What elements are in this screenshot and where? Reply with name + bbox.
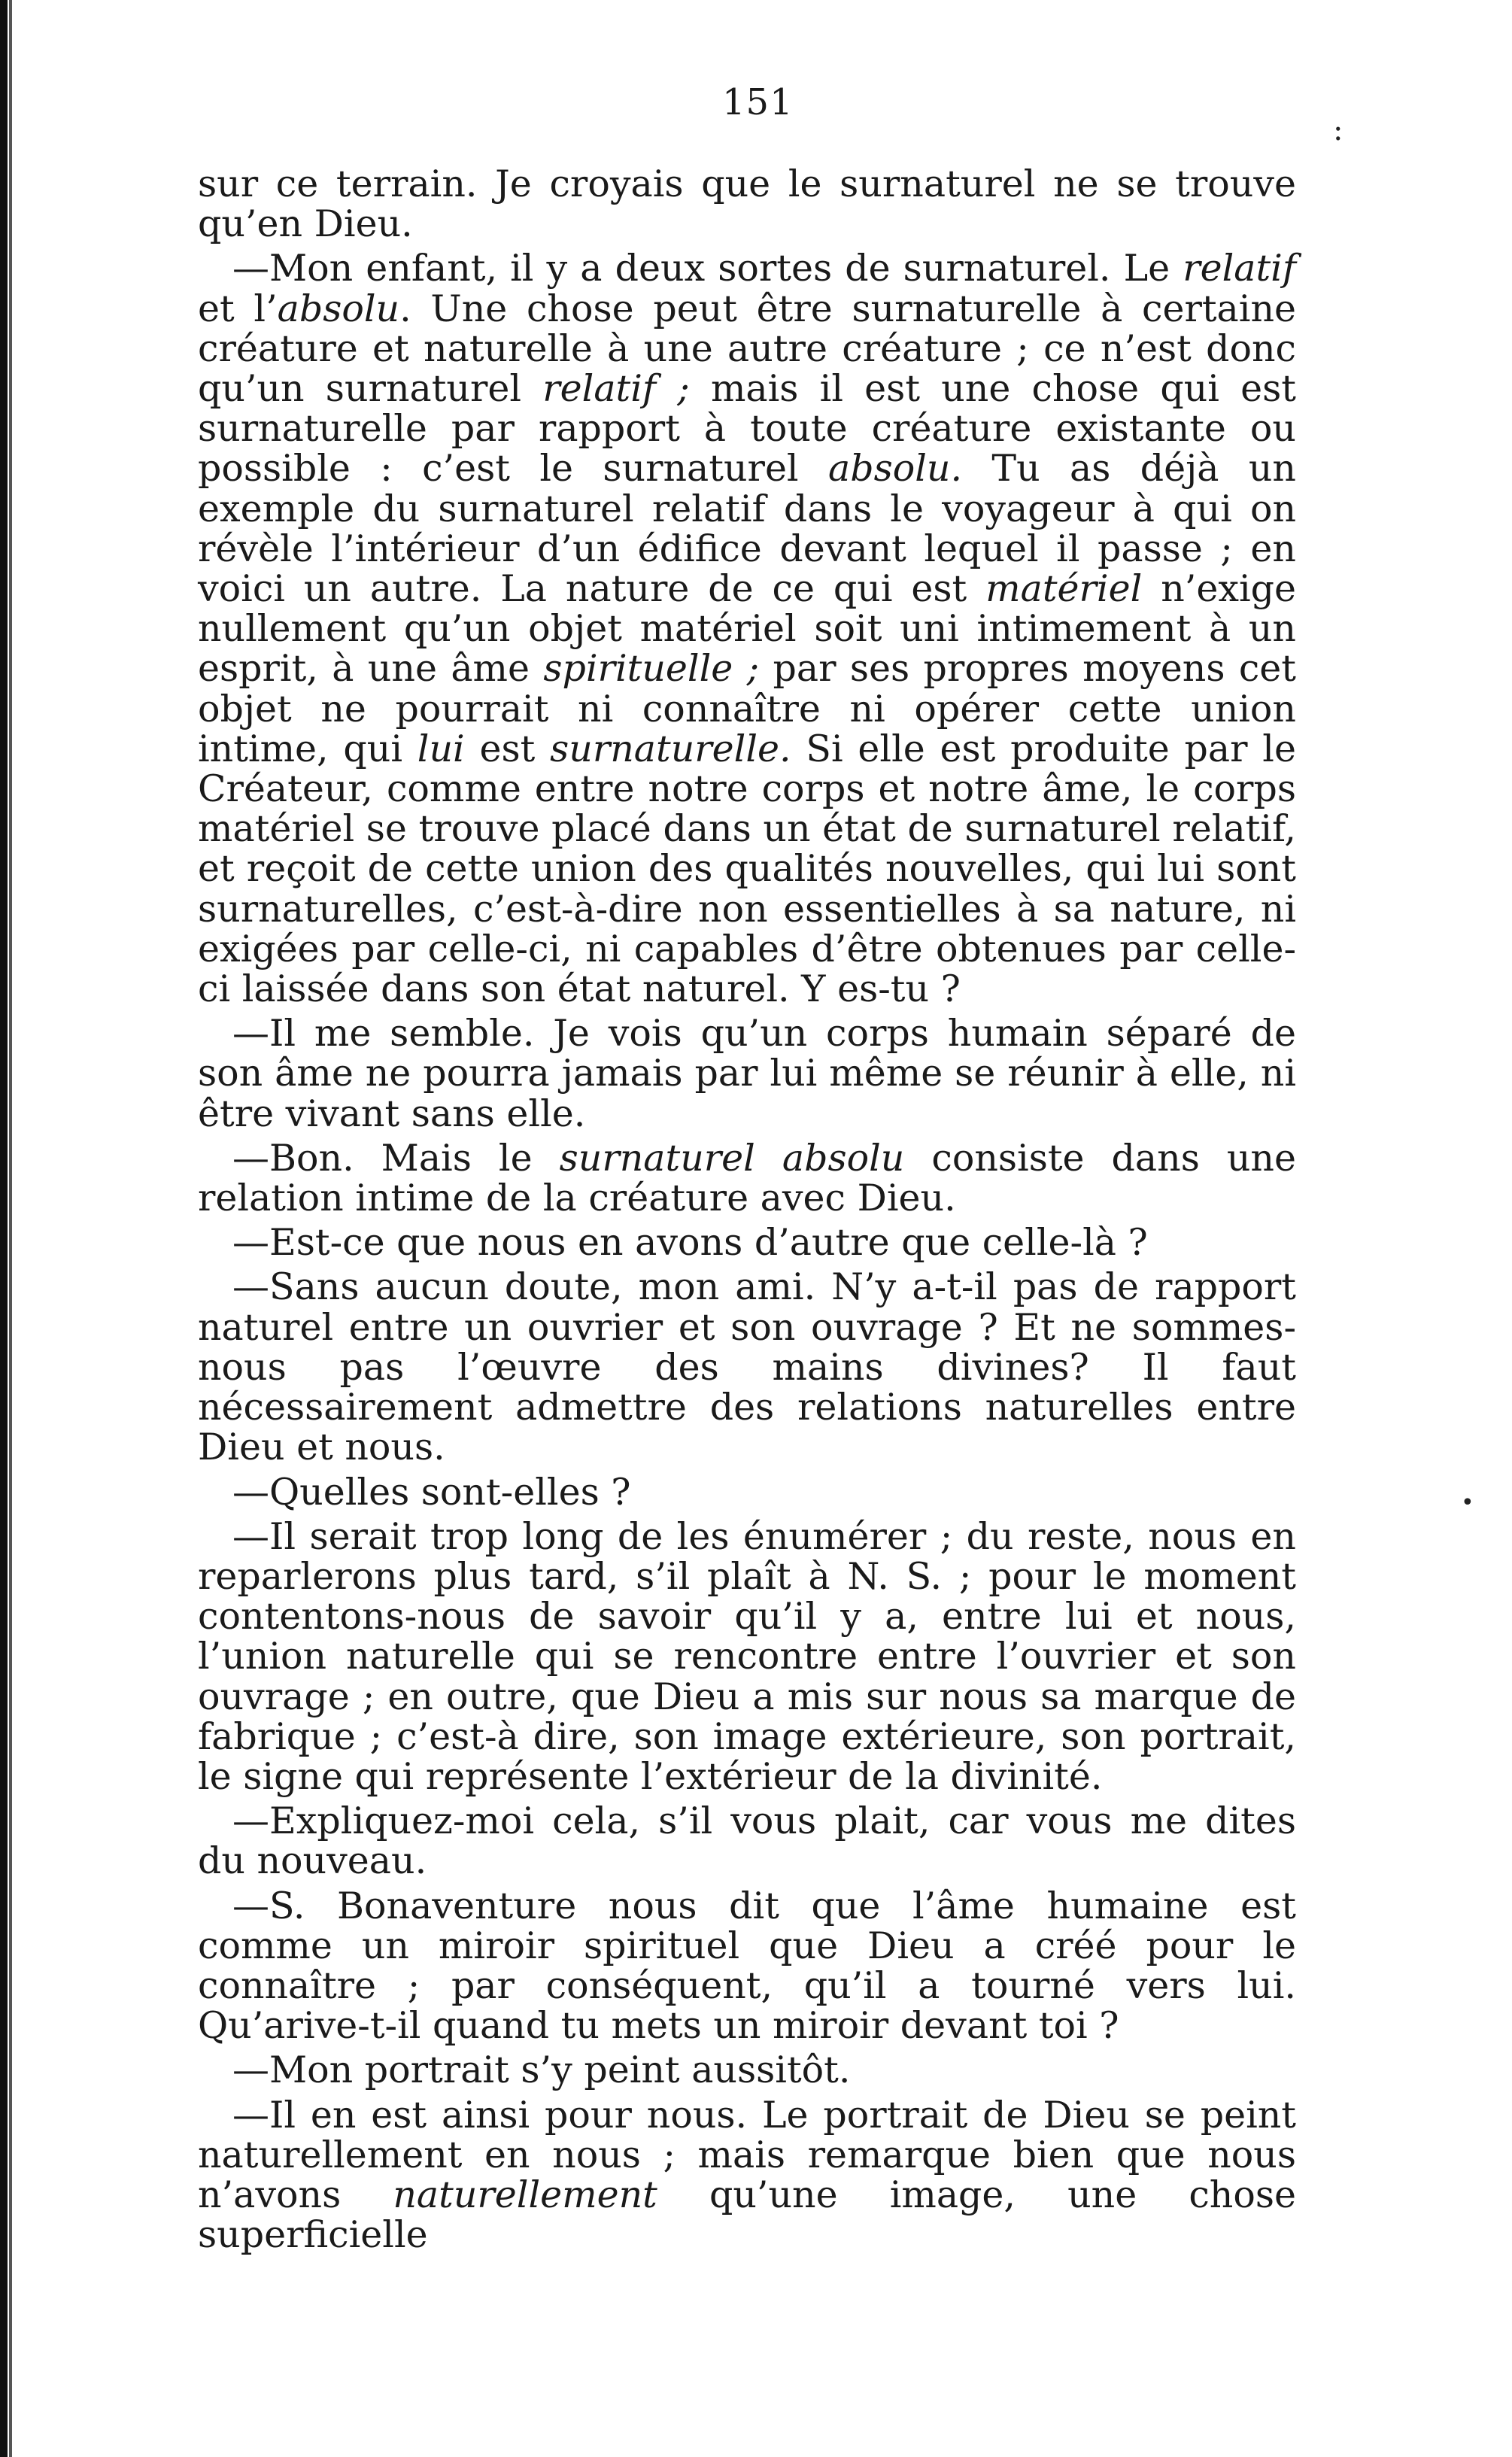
- italic-text: surnaturel absolu: [559, 1136, 905, 1180]
- italic-text: absolu.: [827, 447, 963, 490]
- paragraph: [198, 1221, 1296, 1265]
- body-text: [198, 164, 1296, 2259]
- italic-text: absolu: [277, 287, 400, 330]
- text-run: —Expliquez-moi cela, s’il vous plait, car vous me dites du nouveau.: [198, 1799, 1296, 1883]
- text-run: mais il est une chose qui est surnaturelle par rapport à toute créature existante ou possible : c’est le surnaturel: [198, 367, 1296, 490]
- paragraph: [198, 1472, 1296, 1512]
- paragraph: [198, 164, 1296, 244]
- text-run: . Une chose peut être surnaturelle à certaine créature et naturelle à une autre créature ; ce n’est donc qu’un surnaturel: [198, 287, 1297, 411]
- text-run: par ses propres moyens cet objet ne pourrait ni connaître ni opérer cette union intime, qui: [198, 647, 1296, 770]
- italic-text: naturellement: [393, 2173, 657, 2216]
- paragraph: [198, 248, 1296, 1009]
- paragraph: [198, 1013, 1296, 1134]
- scan-border-left-inner: [9, 0, 12, 2457]
- text-run: —S. Bonaventure nous dit que l’âme humaine est comme un miroir spirituel que Dieu a créé pour le connaître ; par conséquent, qu’il a tourné vers lui. Qu’arive-t-il quand tu mets un miroir devant toi ?: [198, 1884, 1296, 2048]
- scan-border-left: [0, 0, 8, 2457]
- text-run: —Est-ce que nous en avons d’autre que celle-là ?: [232, 1221, 1148, 1265]
- paragraph: [198, 1138, 1296, 1218]
- paragraph: [198, 1514, 1296, 1798]
- paragraph: [198, 1886, 1296, 2046]
- italic-text: matériel: [985, 567, 1143, 611]
- text-run: sur ce terrain. Je croyais que le surnaturel ne se trouve qu’en Dieu.: [198, 162, 1296, 246]
- text-run: est: [464, 727, 551, 770]
- text-run: et l’: [198, 287, 278, 330]
- text-run: —Bon. Mais le: [232, 1136, 560, 1180]
- italic-text: spirituelle ;: [543, 647, 760, 691]
- text-run: —Mon enfant, il y a deux sortes de surnaturel. Le: [232, 247, 1183, 290]
- text-run: —Sans aucun doute, mon ami. N’y a-t-il pas de rapport naturel entre un ouvrier et son ouvrage ? Et ne sommes-nous pas l’œuvre des mains divines? Il faut nécessairement admettre des relations naturelles entre Dieu et nous.: [198, 1265, 1296, 1469]
- ink-speck: :: [1333, 113, 1343, 147]
- text-run: —Quelles sont-elles ?: [232, 1470, 631, 1514]
- text-run: consiste dans une relation intime de la créature avec Dieu.: [198, 1136, 1296, 1220]
- text-run: Si elle est produite par le Créateur, comme entre notre corps et notre âme, le corps matériel se trouve placé dans un état de surnaturel relatif, et reçoit de cette union des qualités nouvelles, qui lui sont surnaturelles, c’est-à-dire non essentielles à sa nature, ni exigées par celle-ci, ni capables d’être obtenues par celle-ci laissée dans son état naturel. Y es-tu ?: [198, 727, 1296, 1011]
- text-run: qu’une image, une chose superficielle: [198, 2173, 1297, 2257]
- text-run: —Il me semble. Je vois qu’un corps humain séparé de son âme ne pourra jamais par lui même se réunir à elle, ni être vivant sans elle.: [198, 1012, 1296, 1135]
- text-run: —Mon portrait s’y peint aussitôt.: [232, 2049, 851, 2092]
- page-number: 151: [722, 81, 794, 123]
- ink-speck: •: [1461, 1490, 1474, 1516]
- text-run: n’exige nullement qu’un objet matériel soit uni intimement à un esprit, à une âme: [198, 567, 1296, 691]
- italic-text: relatif ;: [542, 367, 690, 411]
- paragraph: [198, 2050, 1296, 2090]
- text-run: Tu as déjà un exemple du surnaturel relatif dans le voyageur à qui on révèle l’intérieur d’un édifice devant lequel il passe ; en voici un autre. La nature de ce qui est: [198, 447, 1296, 611]
- italic-text: relatif: [1183, 247, 1296, 290]
- text-run: —Il serait trop long de les énumérer ; du reste, nous en reparlerons plus tard, s’il plaît à N. S. ; pour le moment contentons-nous de savoir qu’il y a, entre lui et nous, l’union naturelle qui se rencontre entre l’ouvrier et son ouvrage ; en outre, que Dieu a mis sur nous sa marque de fabrique ; c’est-à dire, son image extérieure, son portrait, le signe qui représente l’extérieur de la divinité.: [198, 1514, 1296, 1798]
- italic-text: surnaturelle.: [550, 727, 791, 770]
- paragraph: [198, 1801, 1296, 1881]
- paragraph: [198, 1267, 1296, 1467]
- italic-text: lui: [417, 727, 465, 770]
- text-run: —Il en est ainsi pour nous. Le portrait de Dieu se peint naturellement en nous ; mais remarque bien que nous n’avons: [198, 2093, 1296, 2216]
- paragraph: [198, 2095, 1296, 2255]
